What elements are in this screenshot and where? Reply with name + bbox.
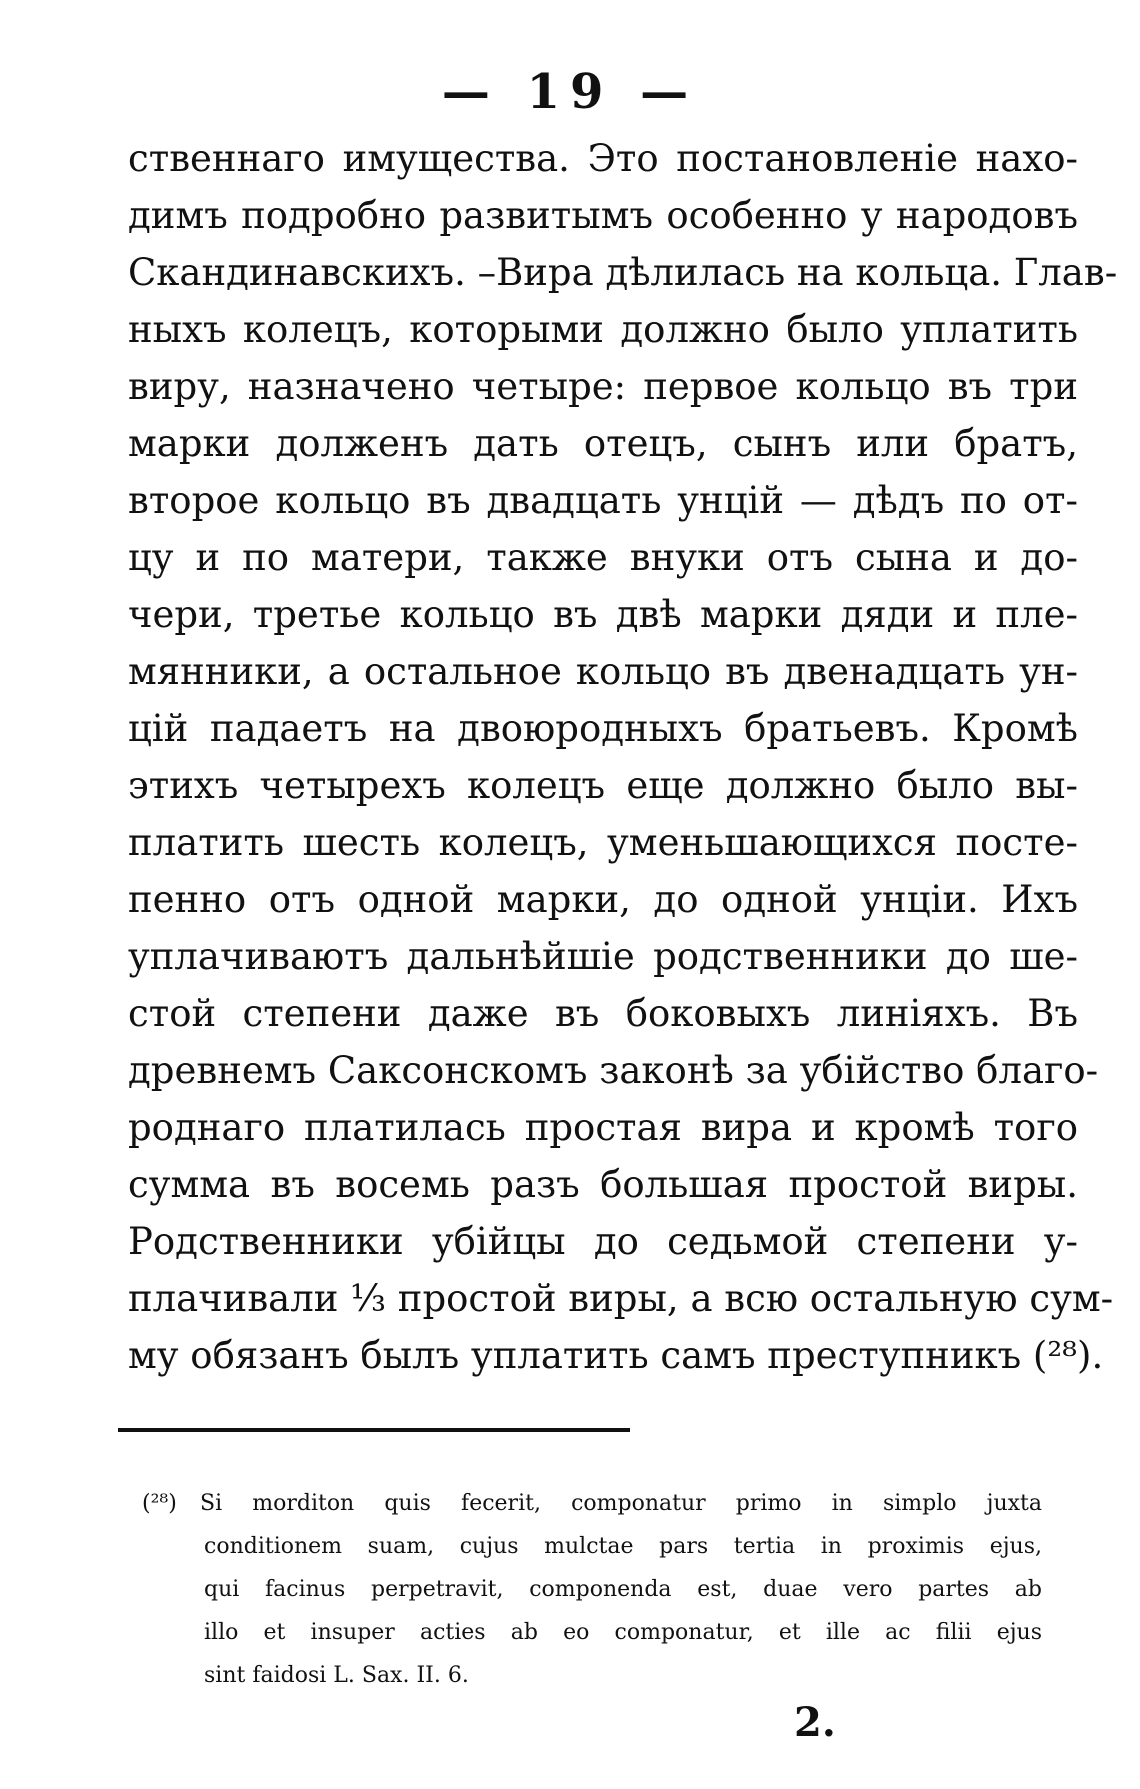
footnote-divider <box>118 1428 630 1432</box>
text-line: сумма въ восемь разъ большая простой виры. <box>128 1163 1078 1206</box>
text-line: Скандинавскихъ. –Вира дѣлилась на кольца. Глав- <box>128 251 1118 294</box>
page-number: — 19 — <box>441 64 699 120</box>
footnote-marker: (²⁸) <box>142 1491 177 1516</box>
footnote-line: sint faidosi L. Sax. II. 6. <box>204 1663 469 1688</box>
text-line: второе кольцо въ двадцать унцій — дѣдъ по от- <box>128 479 1078 522</box>
text-line: димъ подробно развитымъ особенно у народовъ <box>128 194 1078 237</box>
text-line: платить шесть колецъ, уменьшающихся посте- <box>128 821 1078 864</box>
text-line: роднаго платилась простая вира и кромѣ того <box>128 1106 1078 1149</box>
text-line: Родственники убійцы до седьмой степени у- <box>128 1220 1078 1263</box>
text-line: виру, назначено четыре: первое кольцо въ три <box>128 365 1078 408</box>
text-line: чери, третье кольцо въ двѣ марки дяди и пле- <box>128 593 1078 636</box>
text-line: цу и по матери, также внуки отъ сына и до- <box>128 536 1078 579</box>
text-line: стой степени даже въ боковыхъ линіяхъ. Въ <box>128 992 1078 1035</box>
text-line: пенно отъ одной марки, до одной унціи. Ихъ <box>128 878 1078 921</box>
footnote <box>142 1482 1042 1697</box>
printer-signature-mark: 2. <box>794 1699 836 1746</box>
text-line: му обязанъ былъ уплатить самъ преступникъ (²⁸). <box>128 1334 1104 1377</box>
footnote-text: Si morditon quis fecerit, componatur primo in simplo juxta <box>200 1491 1042 1516</box>
text-line: уплачиваютъ дальнѣйшіе родственники до ше- <box>128 935 1078 978</box>
footnote-line <box>142 1482 1042 1525</box>
text-line: ственнаго имущества. Это постановленіе нахо- <box>128 137 1078 180</box>
text-line: плачивали ⅓ простой виры, а всю остальную сум- <box>128 1277 1114 1320</box>
footnote-line: conditionem suam, cujus mulctae pars tertia in proximis ejus, <box>204 1534 1042 1559</box>
text-line: цій падаетъ на двоюродныхъ братьевъ. Кромѣ <box>128 707 1078 750</box>
text-line: этихъ четырехъ колецъ еще должно было вы- <box>128 764 1078 807</box>
text-line: древнемъ Саксонскомъ законѣ за убійство благо- <box>128 1049 1099 1092</box>
footnote-line: qui facinus perpetravit, componenda est, duae vero partes ab <box>204 1577 1042 1602</box>
text-line: марки долженъ дать отецъ, сынъ или братъ, <box>128 422 1078 465</box>
body-text <box>128 130 1118 1384</box>
text-line: ныхъ колецъ, которыми должно было уплатить <box>128 308 1078 351</box>
footnote-line: illo et insuper acties ab eo componatur, et ille ac filii ejus <box>204 1620 1042 1645</box>
text-line: мянники, а остальное кольцо въ двенадцать ун- <box>128 650 1078 693</box>
